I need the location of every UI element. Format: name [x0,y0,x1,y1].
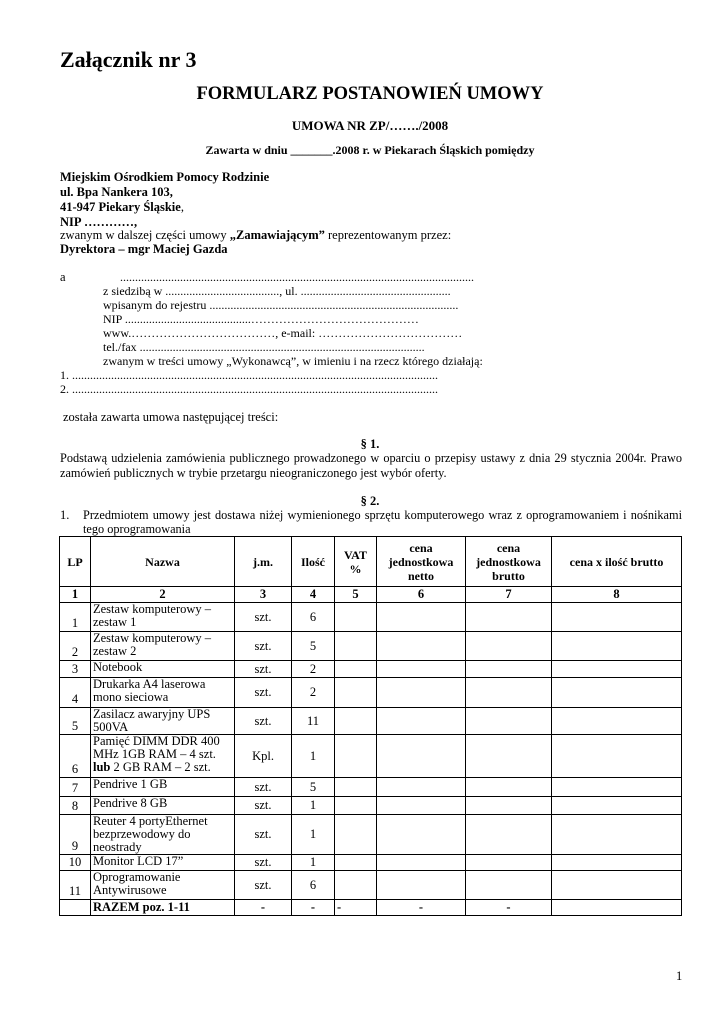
col-header-unit: j.m. [235,537,292,587]
row-total [552,603,682,632]
row-net [377,797,466,815]
row-name: Pendrive 1 GB [91,778,235,797]
row-gross [466,871,552,900]
party1-called-post: reprezentowanym przez: [324,228,452,242]
contract-number: UMOWA NR ZP/……./2008 [291,118,449,133]
row-qty: 1 [292,815,335,855]
row-vat [335,708,377,735]
party2-rep2: 2. .......................................................................................................................... [60,382,438,396]
row-unit: szt. [235,855,292,871]
row-net [377,708,466,735]
section-1-heading: § 1. [360,437,380,451]
row-gross [466,661,552,678]
col-number: 2 [91,587,235,603]
row-qty: 2 [292,661,335,678]
row-unit: szt. [235,778,292,797]
row-net [377,778,466,797]
party2-seat: z siedzibą w ......................................, ul. .................................................. [103,284,451,298]
party2-nip: NIP ..........................................…………………………………… [103,312,419,326]
row-lp: 6 [60,735,91,778]
row-total [552,797,682,815]
party1-called-pre: zwanym w dalszej części umowy [60,228,230,242]
row-vat [335,603,377,632]
row-vat [335,661,377,678]
row-total [552,661,682,678]
row-net [377,603,466,632]
section-1-text: Podstawą udzielenia zamówienia publicznego prowadzonego w oparciu o przepisy ustawy z dnia 29 stycznia 2004r. Prawo zamówień publicznych w trybie przetargu nieograniczonego jest wybór oferty. [60,451,682,480]
party1-city-text: 41-947 Piekary Śląskie [60,200,181,214]
party1-called-name: „Zamawiającym” [229,228,325,242]
attachment-label: Załącznik nr 3 [60,47,197,72]
col-number: 1 [60,587,91,603]
row-vat [335,855,377,871]
row-net [377,661,466,678]
row-net [377,855,466,871]
party2-www: www.………………………………, e-mail: ……………………………… [103,326,463,340]
table-row [60,797,682,815]
party2-rep1: 1. .......................................................................................................................... [60,368,438,382]
row-unit: szt. [235,678,292,708]
row-name-part: 2 GB RAM – 2 szt. [110,760,211,774]
row-lp: 10 [60,855,91,871]
row-total [552,632,682,661]
party2-a: a [60,270,66,284]
items-table [59,536,682,916]
row-lp: 5 [60,708,91,735]
table-row [60,678,682,708]
row-vat [335,797,377,815]
section-2-point-number: 1. [60,508,70,522]
row-lp: 3 [60,661,91,678]
row-lp: 1 [60,603,91,632]
row-unit: szt. [235,603,292,632]
party1-nip: NIP …………, [60,215,138,229]
row-vat [335,815,377,855]
row-name: Zestaw komputerowy – zestaw 1 [91,603,235,632]
row-vat [335,871,377,900]
row-gross [466,855,552,871]
section-2-point-text-cont: tego oprogramowania [83,522,191,536]
sum-net: - [377,900,466,916]
row-gross [466,778,552,797]
row-vat [335,735,377,778]
party1-street: ul. Bpa Nankera 103, [60,185,173,199]
row-qty: 1 [292,797,335,815]
sum-total [552,900,682,916]
col-number: 4 [292,587,335,603]
row-name: Zestaw komputerowy – zestaw 2 [91,632,235,661]
table-row [60,632,682,661]
row-gross [466,797,552,815]
row-gross [466,678,552,708]
sum-gross: - [466,900,552,916]
col-header-gross-price: cena jednostkowa brutto [466,537,552,587]
sum-vat: - [335,900,377,916]
row-net [377,815,466,855]
row-unit: Kpl. [235,735,292,778]
row-vat [335,678,377,708]
col-number: 6 [377,587,466,603]
row-qty: 5 [292,778,335,797]
party2-called: zwanym w treści umowy „Wykonawcą”, w imieniu i na rzecz którego działają: [103,354,483,368]
table-row [60,603,682,632]
row-name: Pendrive 8 GB [91,797,235,815]
row-net [377,735,466,778]
party2-tel: tel./fax ............................................................................................... [103,340,425,354]
row-lp: 4 [60,678,91,708]
row-unit: szt. [235,797,292,815]
col-number: 3 [235,587,292,603]
row-qty: 5 [292,632,335,661]
party1-called [60,228,451,243]
concluded-line: Zawarta w dniu _______.2008 r. w Piekarach Śląskich pomiędzy [205,143,535,157]
party2-register: wpisanym do rejestru ................................................................................... [103,298,459,312]
row-gross [466,815,552,855]
row-name: Monitor LCD 17” [91,855,235,871]
row-vat [335,778,377,797]
row-name: Reuter 4 portyEthernet bezprzewodowy do neostrady [91,815,235,855]
col-header-qty: Ilość [292,537,335,587]
row-net [377,632,466,661]
table-row [60,871,682,900]
sum-unit: - [235,900,292,916]
col-header-net-price: cena jednostkowa netto [377,537,466,587]
col-header-name: Nazwa [91,537,235,587]
party1-name: Miejskim Ośrodkiem Pomocy Rodzinie [60,170,270,184]
party1-city-comma: , [180,200,184,214]
row-lp: 11 [60,871,91,900]
row-total [552,778,682,797]
row-lp: 2 [60,632,91,661]
party1-city [60,200,184,215]
row-qty: 1 [292,735,335,778]
sum-label: RAZEM poz. 1-11 [91,900,235,916]
row-vat [335,632,377,661]
table-row [60,661,682,678]
document-title: FORMULARZ POSTANOWIEŃ UMOWY [196,84,544,104]
col-header-vat: VAT % [335,537,377,587]
col-header-lp: LP [60,537,91,587]
row-name: Oprogramowanie Antywirusowe [91,871,235,900]
table-row [60,778,682,797]
sum-qty: - [292,900,335,916]
row-name: Notebook [91,661,235,678]
row-qty: 11 [292,708,335,735]
section-2-point-text: Przedmiotem umowy jest dostawa niżej wymienionego sprzętu komputerowego wraz z oprogramowaniem i nośnikami [83,508,682,522]
row-net [377,678,466,708]
table-row [60,735,682,778]
row-unit: szt. [235,815,292,855]
row-name-or: lub [93,760,111,774]
row-gross [466,708,552,735]
intro-text: została zawarta umowa następującej treści: [63,410,279,424]
row-name: Zasilacz awaryjny UPS 500VA [91,708,235,735]
row-total [552,735,682,778]
row-qty: 6 [292,871,335,900]
sum-row [60,900,682,916]
row-qty: 2 [292,678,335,708]
party1-director: Dyrektora – mgr Maciej Gazda [60,242,228,256]
row-total [552,871,682,900]
row-lp: 7 [60,778,91,797]
row-lp: 8 [60,797,91,815]
sum-lp [60,900,91,916]
col-header-total-gross: cena x ilość brutto [552,537,682,587]
table-row [60,855,682,871]
row-name-part: Pamięć DIMM DDR 400 MHz 1GB RAM – 4 szt. [93,734,220,761]
row-gross [466,632,552,661]
row-gross [466,603,552,632]
row-net [377,871,466,900]
row-total [552,815,682,855]
row-name [91,735,235,778]
row-total [552,855,682,871]
row-qty: 1 [292,855,335,871]
row-name: Drukarka A4 laserowa mono sieciowa [91,678,235,708]
table-row [60,708,682,735]
row-lp: 9 [60,815,91,855]
col-number: 5 [335,587,377,603]
party2-name-dots: ...................................................................................................................... [120,270,474,284]
row-qty: 6 [292,603,335,632]
page-number: 1 [676,969,683,983]
row-unit: szt. [235,708,292,735]
row-unit: szt. [235,632,292,661]
row-total [552,708,682,735]
row-total [552,678,682,708]
col-number: 7 [466,587,552,603]
row-unit: szt. [235,661,292,678]
col-number: 8 [552,587,682,603]
row-unit: szt. [235,871,292,900]
section-2-heading: § 2. [360,494,380,508]
table-row [60,815,682,855]
row-gross [466,735,552,778]
